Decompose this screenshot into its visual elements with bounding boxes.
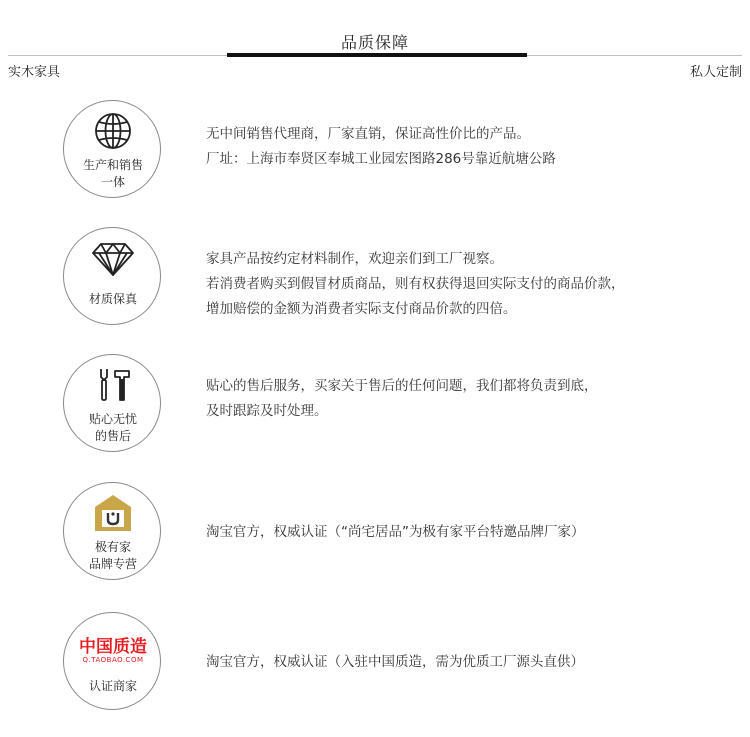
header-left-label: 实木家具 xyxy=(8,65,61,80)
china-quality-logo-icon: 中国质造 Q.TAOBAO.COM xyxy=(79,637,147,664)
feature-description: 贴心的售后服务，买家关于售后的任何问题，我们都将负责到底， 及时跟踪及时处理。 xyxy=(206,378,598,419)
feature-section-china-quality xyxy=(0,612,750,722)
feature-description: 家具产品按约定材料制作，欢迎亲们到工厂视察。 若消费者购买到假冒材质商品，则有权获得退回实际支付的商品价款， 增加赔偿的金额为消费者实际支付商品价款的四倍。 xyxy=(206,251,625,317)
feature-badge xyxy=(63,482,161,580)
badge-label: 材质保真 xyxy=(88,292,137,306)
feature-badge xyxy=(63,227,161,325)
feature-badge xyxy=(63,354,161,452)
diamond-icon xyxy=(89,238,137,278)
feature-badge xyxy=(63,100,161,198)
tools-icon xyxy=(89,365,137,405)
feature-section-material xyxy=(0,227,750,337)
badge-label: 认证商家 xyxy=(88,679,137,693)
globe-icon xyxy=(89,111,137,151)
badge-label: 极有家 品牌专营 xyxy=(88,540,137,571)
feature-section-jiyoujia xyxy=(0,482,750,592)
feature-description: 无中间销售代理商，厂家直销，保证高性价比的产品。 厂址：上海市奉贤区奉城工业园宏图路286号靠近航塘公路 xyxy=(206,126,556,167)
jiyoujia-logo-icon xyxy=(89,493,137,533)
badge-label: 贴心无忧 的售后 xyxy=(88,412,137,443)
feature-section-production xyxy=(0,100,750,210)
badge-label: 生产和销售 一体 xyxy=(82,158,143,189)
header-right-label: 私人定制 xyxy=(689,65,742,80)
feature-description: 淘宝官方，权威认证（入驻中国质造，需为优质工厂源头直供） xyxy=(206,654,584,670)
page-title: 品质保障 xyxy=(340,33,409,52)
feature-badge xyxy=(63,612,161,710)
feature-section-aftersales xyxy=(0,354,750,464)
feature-description: 淘宝官方，权威认证（“尚宅居品”为极有家平台特邀品牌厂家） xyxy=(206,524,585,540)
header-title-underline xyxy=(227,53,527,57)
